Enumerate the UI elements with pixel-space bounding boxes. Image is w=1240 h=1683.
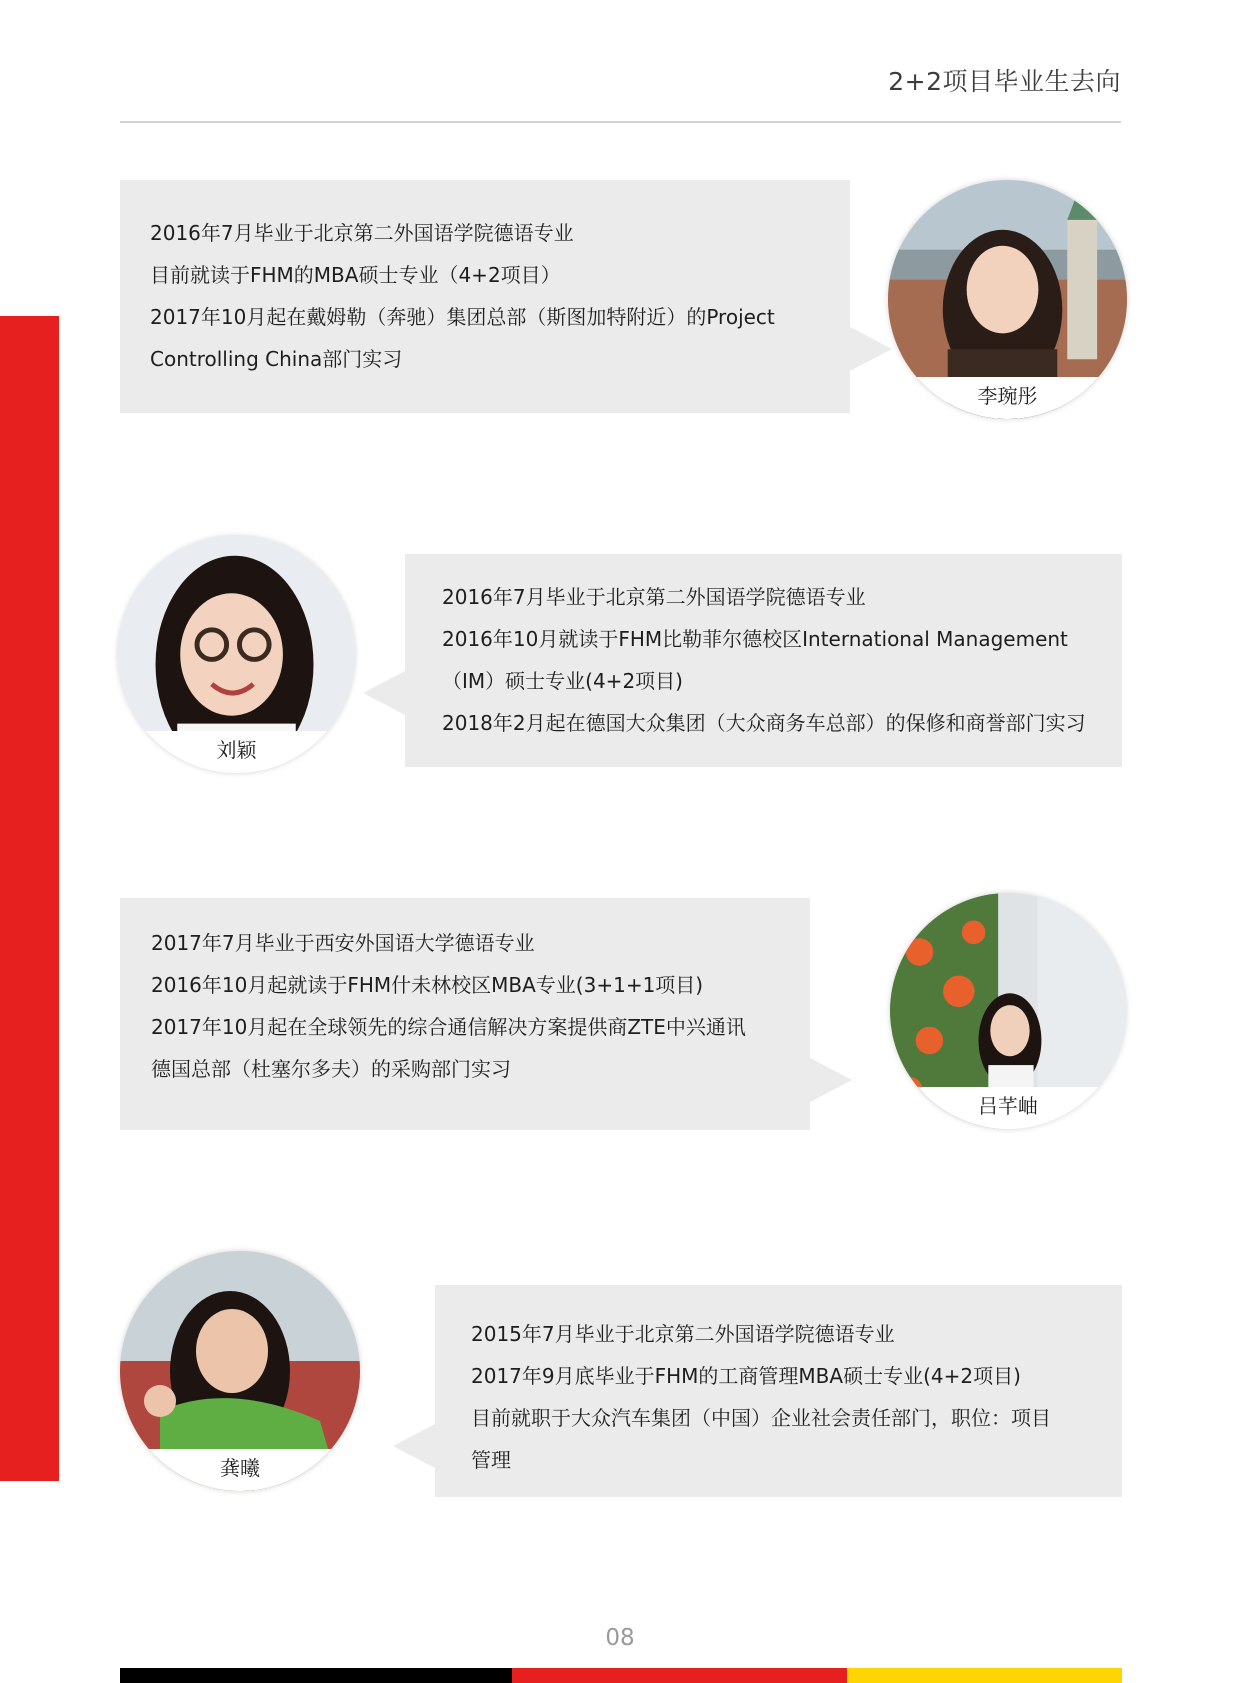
graduate-1-name: 李琬彤 bbox=[888, 377, 1127, 419]
graduate-3-line-2: 2016年10月起就读于FHM什未林校区MBA专业(3+1+1项目) bbox=[151, 973, 704, 997]
avatar-photo-4 bbox=[120, 1251, 360, 1491]
graduate-card-3 bbox=[120, 898, 810, 1130]
avatar-photo-1 bbox=[888, 180, 1127, 419]
graduate-1-line-2: 目前就读于FHM的MBA硕士专业（4+2项目） bbox=[150, 263, 561, 287]
graduate-3-name: 吕芊岫 bbox=[890, 1087, 1126, 1129]
header-divider bbox=[120, 121, 1121, 123]
avatar-photo-3 bbox=[890, 893, 1126, 1129]
graduate-3-line-1: 2017年7月毕业于西安外国语大学德语专业 bbox=[151, 931, 535, 955]
graduate-2-line-2: 2016年10月就读于FHM比勒菲尔德校区International Management bbox=[442, 627, 1068, 651]
page-number: 08 bbox=[605, 1625, 635, 1651]
speech-pointer-3 bbox=[810, 1058, 852, 1102]
red-side-bar bbox=[0, 316, 59, 1481]
graduate-3-line-4: 德国总部（杜塞尔多夫）的采购部门实习 bbox=[151, 1057, 511, 1081]
graduate-card-2 bbox=[405, 554, 1122, 767]
graduate-4-line-1: 2015年7月毕业于北京第二外国语学院德语专业 bbox=[471, 1322, 895, 1346]
graduate-4-line-4: 管理 bbox=[471, 1448, 511, 1472]
graduate-4-name: 龚曦 bbox=[120, 1449, 360, 1491]
graduate-card-4 bbox=[435, 1285, 1122, 1497]
page-title: 2+2项目毕业生去向 bbox=[888, 67, 1121, 96]
avatar-photo-2 bbox=[118, 536, 355, 773]
flag-stripe-black bbox=[120, 1668, 512, 1683]
graduate-1-line-3: 2017年10月起在戴姆勒（奔驰）集团总部（斯图加特附近）的Project bbox=[150, 305, 775, 329]
graduate-1-line-4: Controlling China部门实习 bbox=[150, 347, 403, 371]
speech-pointer-1 bbox=[850, 327, 892, 371]
graduate-4-line-3: 目前就职于大众汽车集团（中国）企业社会责任部门，职位：项目 bbox=[471, 1406, 1051, 1430]
flag-stripe-gold bbox=[847, 1668, 1122, 1683]
speech-pointer-2 bbox=[363, 671, 405, 715]
graduate-1-line-1: 2016年7月毕业于北京第二外国语学院德语专业 bbox=[150, 221, 574, 245]
flag-stripe-red bbox=[512, 1668, 847, 1683]
graduate-2-name: 刘颖 bbox=[118, 731, 355, 773]
graduate-card-1 bbox=[120, 180, 850, 413]
graduate-3-line-3: 2017年10月起在全球领先的综合通信解决方案提供商ZTE中兴通讯 bbox=[151, 1015, 746, 1039]
graduate-4-line-2: 2017年9月底毕业于FHM的工商管理MBA硕士专业(4+2项目) bbox=[471, 1364, 1021, 1388]
graduate-2-line-4: 2018年2月起在德国大众集团（大众商务车总部）的保修和商誉部门实习 bbox=[442, 711, 1086, 735]
graduate-2-line-3: （IM）硕士专业(4+2项目) bbox=[442, 669, 683, 693]
graduate-2-line-1: 2016年7月毕业于北京第二外国语学院德语专业 bbox=[442, 585, 866, 609]
speech-pointer-4 bbox=[393, 1424, 435, 1468]
